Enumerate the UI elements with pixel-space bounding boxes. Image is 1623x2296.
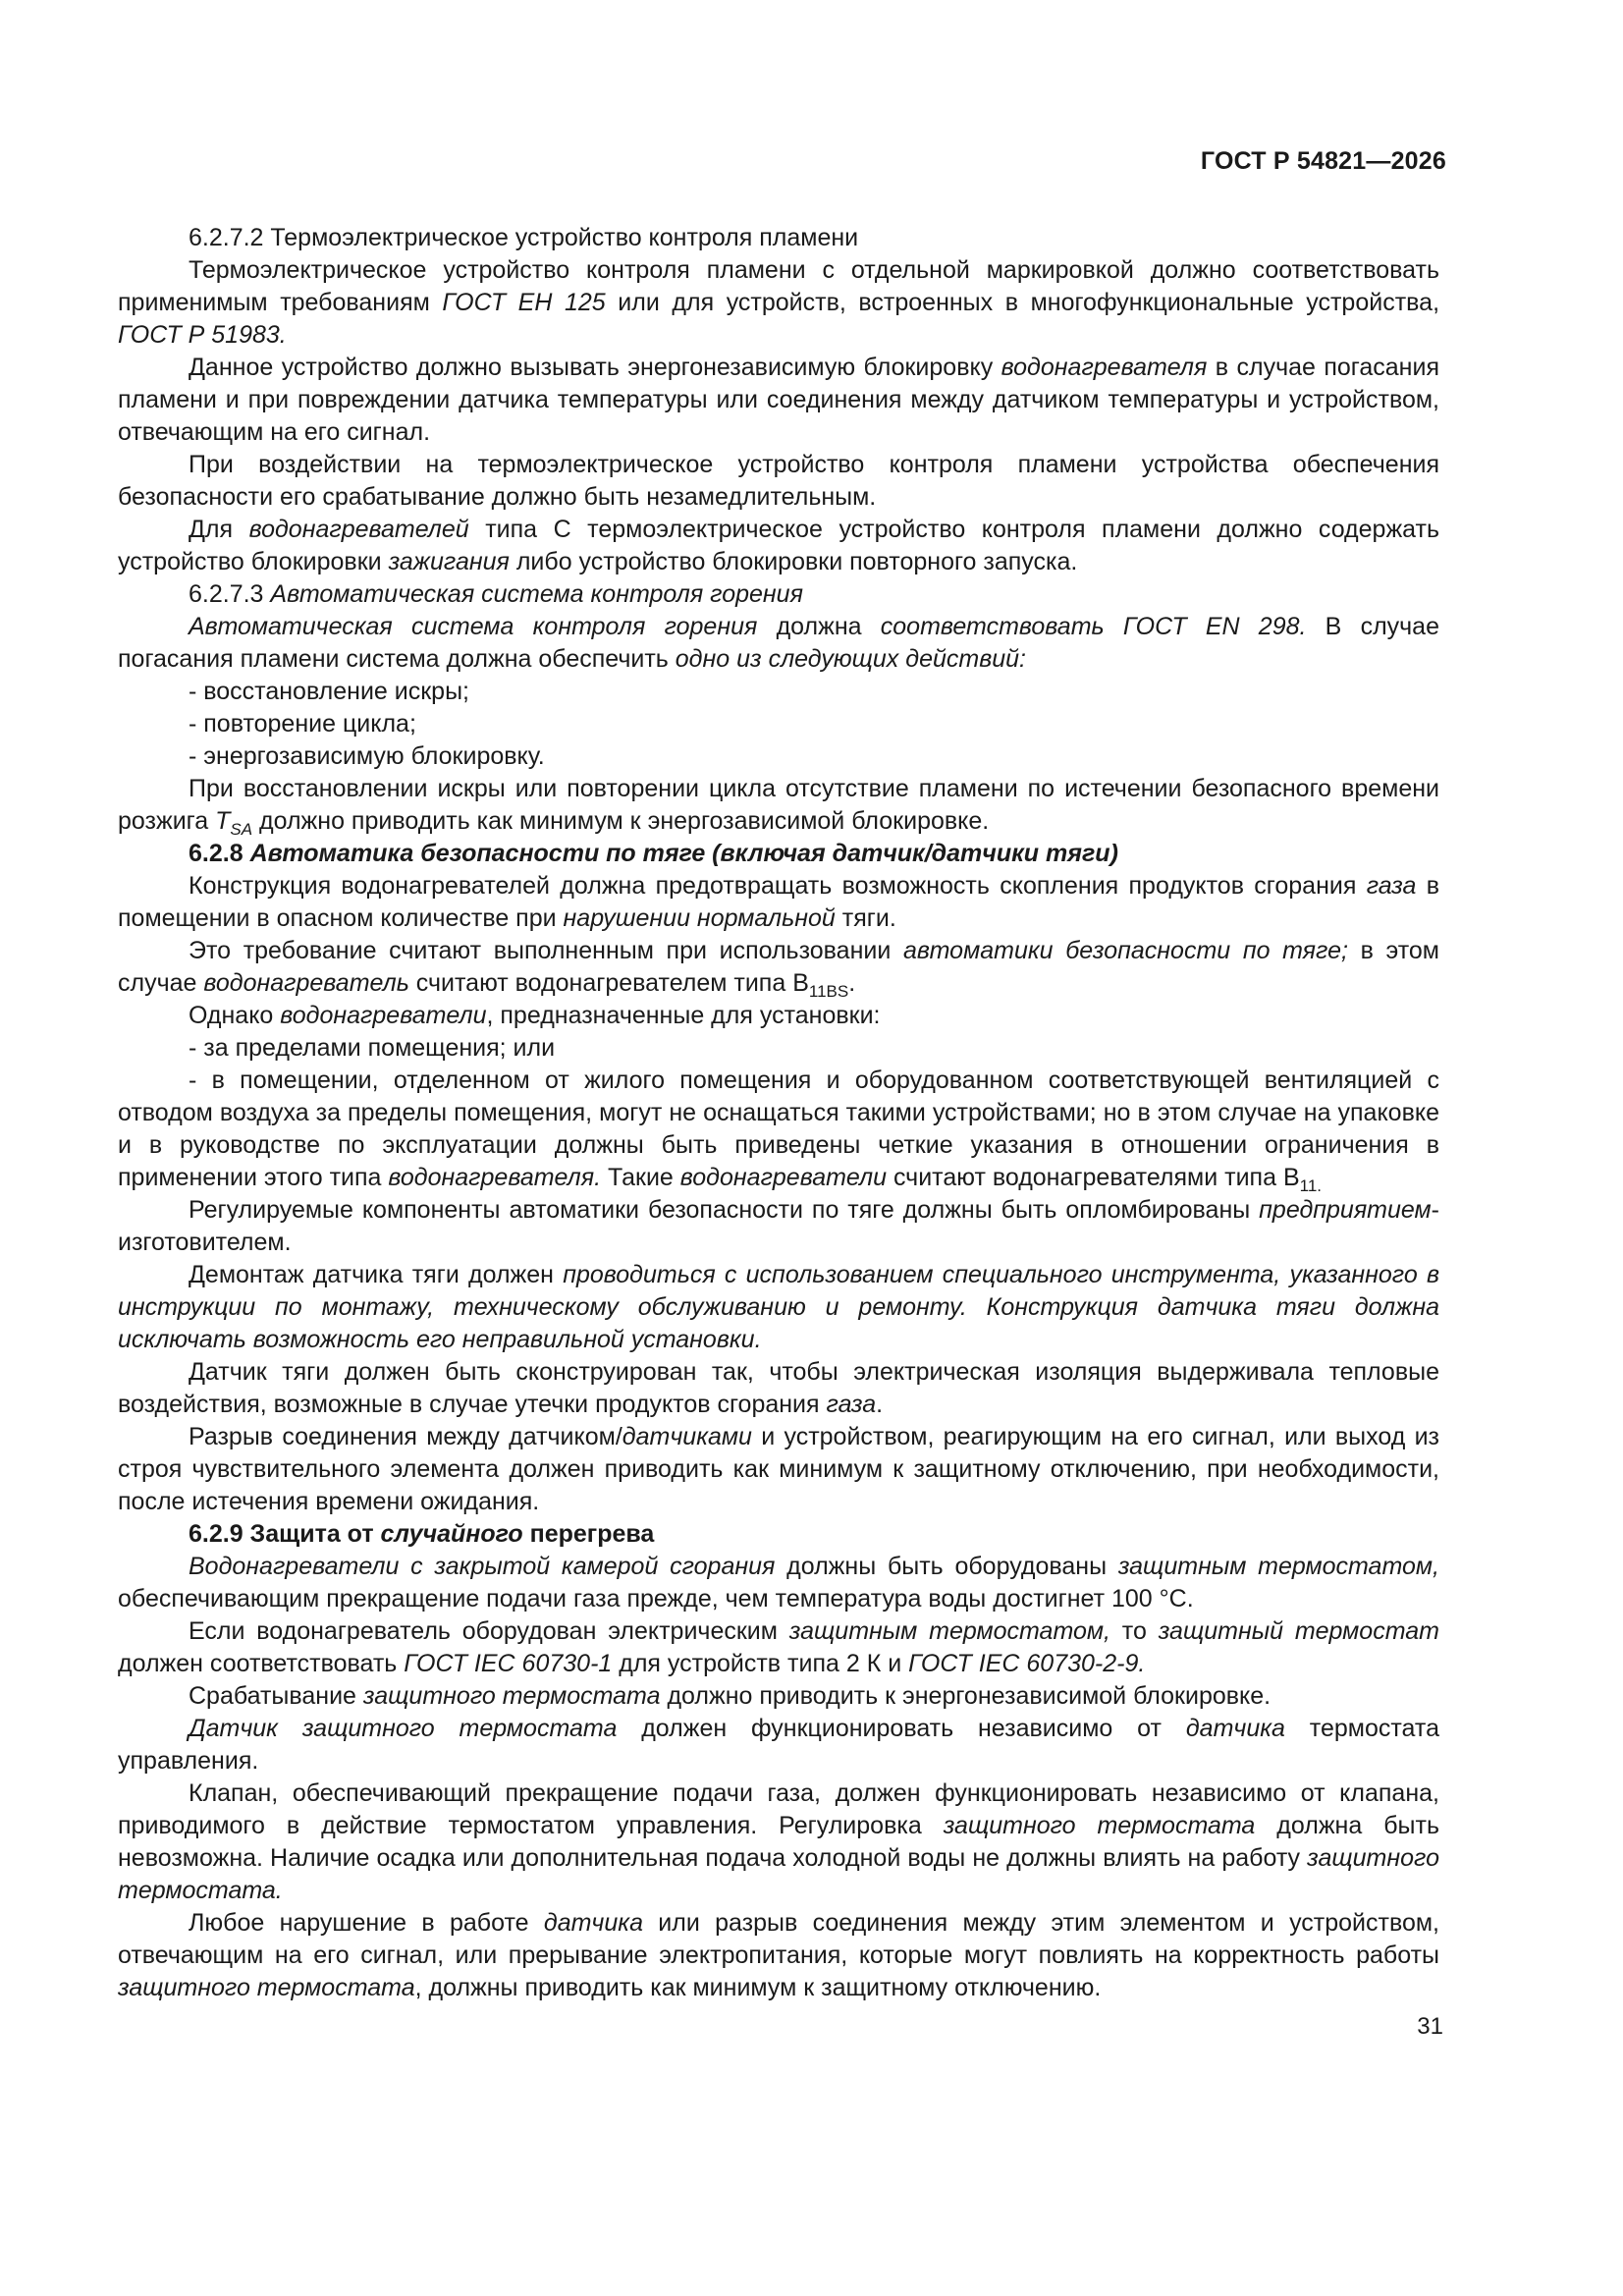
text-run: - повторение цикла; xyxy=(189,710,416,738)
text-run: водонагревателя xyxy=(1001,354,1208,381)
text-run: газа xyxy=(826,1391,877,1418)
text-run: Автоматика безопасности по тяге (включая датчик/датчики тяги) xyxy=(249,840,1118,867)
text-run: T xyxy=(215,807,231,835)
text-run: водонагреватель xyxy=(203,969,409,997)
text-run: - восстановление искры; xyxy=(189,678,469,705)
text-run: должна быть невозможна. Наличие осадка или дополнительная подача холодной воды не должны влиять на работу xyxy=(118,1812,1439,1872)
text-run: в этом случае xyxy=(118,937,1439,997)
paragraph xyxy=(118,1680,1439,1713)
text-run: . xyxy=(848,969,856,997)
text-run: водонагревателя. xyxy=(388,1164,602,1191)
text-run: 6.2.9 Защита от xyxy=(189,1520,381,1548)
paragraph xyxy=(118,1259,1439,1356)
paragraph xyxy=(118,1421,1439,1518)
text-run: - энергозависимую блокировку. xyxy=(189,742,545,770)
paragraph xyxy=(118,1356,1439,1421)
paragraph xyxy=(118,352,1439,449)
paragraph xyxy=(118,1907,1439,2004)
text-run: 6.2.8 xyxy=(189,840,250,867)
text-run: нарушении нормальной xyxy=(563,904,836,932)
text-run: соответствовать ГОСТ EN 298. xyxy=(880,613,1307,640)
document-header: ГОСТ Р 54821—2026 xyxy=(1200,147,1446,175)
text-run: 6.2.7.3 xyxy=(189,580,271,608)
text-run: либо устройство блокировки повторного запуска. xyxy=(509,548,1078,575)
paragraph xyxy=(118,514,1439,578)
text-run: должен функционировать независимо от xyxy=(617,1715,1186,1742)
paragraph xyxy=(118,773,1439,838)
text-run: 11BS xyxy=(808,982,849,1001)
text-run: ГОСТ Р 51983. xyxy=(118,321,287,349)
text-run: водонагреватели xyxy=(679,1164,888,1191)
text-run: то xyxy=(1110,1617,1159,1645)
paragraph xyxy=(118,1713,1439,1777)
text-run: датчиками xyxy=(622,1423,752,1450)
text-run: Датчик защитного термостата xyxy=(189,1715,618,1742)
paragraph xyxy=(118,449,1439,514)
text-run: Автоматическая система контроля горения xyxy=(270,580,803,608)
paragraph xyxy=(118,1000,1439,1032)
text-run: Датчик тяги должен быть сконструирован так, чтобы электрическая изоляция выдерживала тепловые воздействия, возможные в случае утечки продуктов сгорания xyxy=(118,1358,1439,1418)
text-run: Водонагреватели с закрытой камерой сгорания xyxy=(189,1553,776,1580)
list-item xyxy=(118,676,1439,708)
text-run: должна xyxy=(757,613,881,640)
text-run: автоматики безопасности по тяге; xyxy=(902,937,1348,964)
text-run: и устройством, реагирующим на его сигнал, или выход из строя чувствительного элемента должен приводить как минимум к защитному отключению, при необходимости, после истечения времени ожидания. xyxy=(118,1423,1439,1515)
text-run: защитный термостат xyxy=(1158,1617,1439,1645)
text-run: Однако xyxy=(189,1002,281,1029)
text-run: защитным термостатом, xyxy=(788,1617,1110,1645)
paragraph xyxy=(118,1194,1439,1259)
paragraph xyxy=(118,1551,1439,1615)
text-run: обеспечивающим прекращение подачи газа прежде, чем температура воды достигнет 100 °C. xyxy=(118,1585,1194,1613)
list-item xyxy=(118,1032,1439,1065)
text-run: защитного термостата. xyxy=(118,1844,1439,1904)
text-run: SA xyxy=(230,820,253,839)
text-run: датчика xyxy=(1185,1715,1285,1742)
text-run: предприятием xyxy=(1259,1196,1432,1224)
paragraph xyxy=(118,1615,1439,1680)
text-run: должно приводить как минимум к энергозависимой блокировке. xyxy=(252,807,990,835)
text-run: должно приводить к энергонезависимой блокировке. xyxy=(660,1682,1271,1710)
text-run: проводиться с использованием специального инструмента, указанного в инструкции по монтажу, техническому обслуживанию и ремонту. Конструкция датчика тяги должна исключать возможность его неправильной установки. xyxy=(118,1261,1439,1353)
list-item xyxy=(118,1065,1439,1194)
text-run: Срабатывание xyxy=(189,1682,363,1710)
text-run: считают водонагревателем типа В xyxy=(408,969,809,997)
text-run: термостата управления. xyxy=(118,1715,1439,1775)
text-run: В случае погасания пламени система должна обеспечить xyxy=(118,613,1439,673)
text-run: водонагреватели xyxy=(280,1002,487,1029)
text-run: зажигания xyxy=(388,548,510,575)
text-run: в случае погасания пламени и при повреждении датчика температуры или соединения между датчиком температуры и устройством, отвечающим на его сигнал. xyxy=(118,354,1439,446)
text-run: Для xyxy=(189,516,249,543)
paragraph xyxy=(118,1777,1439,1907)
text-run: Это требование считают выполненным при использовании xyxy=(189,937,903,964)
text-run: считают водонагревателями типа В xyxy=(887,1164,1300,1191)
text-run: для устройств типа 2 К и xyxy=(612,1650,909,1677)
text-run: ГОСТ ЕН 125 xyxy=(442,289,606,316)
text-run: . xyxy=(876,1391,884,1418)
list-item xyxy=(118,708,1439,740)
text-run: Данное устройство должно вызывать энергонезависимую блокировку xyxy=(189,354,1001,381)
paragraph xyxy=(118,611,1439,676)
text-run: Если водонагреватель оборудован электрическим xyxy=(189,1617,789,1645)
text-run: в помещении в опасном количестве при xyxy=(118,872,1440,932)
text-run: , должны приводить как минимум к защитному отключению. xyxy=(414,1974,1102,2001)
text-run: защитного термостата xyxy=(118,1974,415,2001)
page-number: 31 xyxy=(1417,2013,1443,2040)
paragraph xyxy=(118,254,1439,352)
text-run: Автоматическая система контроля горения xyxy=(189,613,758,640)
text-run: Термоэлектрическое устройство контроля пламени с отдельной маркировкой должно соответствовать применимым требованиям xyxy=(118,256,1439,316)
text-run: защитным термостатом, xyxy=(1117,1553,1439,1580)
paragraph xyxy=(118,935,1439,1000)
text-run: Разрыв соединения между датчиком/ xyxy=(189,1423,622,1450)
text-run: газа xyxy=(1366,872,1417,900)
section-heading xyxy=(118,838,1439,870)
text-run: тяги. xyxy=(835,904,896,932)
text-run: или для устройств, встроенных в многофункциональные устройства, xyxy=(605,289,1440,316)
document-body xyxy=(118,222,1439,2004)
text-run: Клапан, обеспечивающий прекращение подачи газа, должен функционировать независимо от клапана, приводимого в действие термостатом управления. Регулировка xyxy=(118,1779,1439,1839)
text-run: случайного xyxy=(380,1520,523,1548)
text-run: одно из следующих действий: xyxy=(675,645,1027,673)
text-run: защитного термостата xyxy=(943,1812,1256,1839)
text-run: типа С термоэлектрическое устройство контроля пламени должно содержать устройство блокировки xyxy=(118,516,1439,575)
section-heading xyxy=(118,578,1439,611)
text-run: Такие xyxy=(601,1164,680,1191)
paragraph xyxy=(118,870,1439,935)
text-run: , предназначенные для установки: xyxy=(486,1002,881,1029)
text-run: ГОСТ IEC 60730-1 xyxy=(404,1650,613,1677)
text-run: должны быть оборудованы xyxy=(775,1553,1118,1580)
text-run: 11. xyxy=(1299,1176,1322,1195)
text-run: должен соответствовать xyxy=(118,1650,405,1677)
text-run: При воздействии на термоэлектрическое устройство контроля пламени устройства обеспечения безопасности его срабатывание должно быть незамедлительным. xyxy=(118,451,1439,511)
section-heading xyxy=(118,222,1439,254)
text-run: 6.2.7.2 Термоэлектрическое устройство контроля пламени xyxy=(189,224,859,251)
text-run: Конструкция водонагревателей должна предотвращать возможность скопления продуктов сгорания xyxy=(189,872,1367,900)
section-heading xyxy=(118,1518,1439,1551)
text-run: ГОСТ IEC 60730-2-9. xyxy=(908,1650,1146,1677)
list-item xyxy=(118,740,1439,773)
text-run: защитного термостата xyxy=(362,1682,661,1710)
text-run: Регулируемые компоненты автоматики безопасности по тяге должны быть опломбированы xyxy=(189,1196,1260,1224)
text-run: перегрева xyxy=(522,1520,655,1548)
text-run: - в помещении, отделенном от жилого помещения и оборудованном соответствующей вентиляцией с отводом воздуха за пределы помещения, могут не оснащаться такими устройствами; но в этом случае на упаковке и в руководстве по эксплуатации должны быть приведены четкие указания в отношении ограничения в применении этого типа xyxy=(118,1066,1439,1191)
text-run: Любое нарушение в работе xyxy=(189,1909,544,1937)
text-run: При восстановлении искры или повторении цикла отсутствие пламени по истечении безопасного времени розжига xyxy=(118,775,1439,835)
text-run: или разрыв соединения между этим элементом и устройством, отвечающим на его сигнал, или прерывание электропитания, которые могут повлиять на корректность работы xyxy=(118,1909,1439,1969)
text-run: - за пределами помещения; или xyxy=(189,1034,556,1062)
text-run: Демонтаж датчика тяги должен xyxy=(189,1261,564,1288)
text-run: датчика xyxy=(543,1909,643,1937)
text-run: водонагревателей xyxy=(248,516,469,543)
text-run: -изготовителем. xyxy=(118,1196,1439,1256)
